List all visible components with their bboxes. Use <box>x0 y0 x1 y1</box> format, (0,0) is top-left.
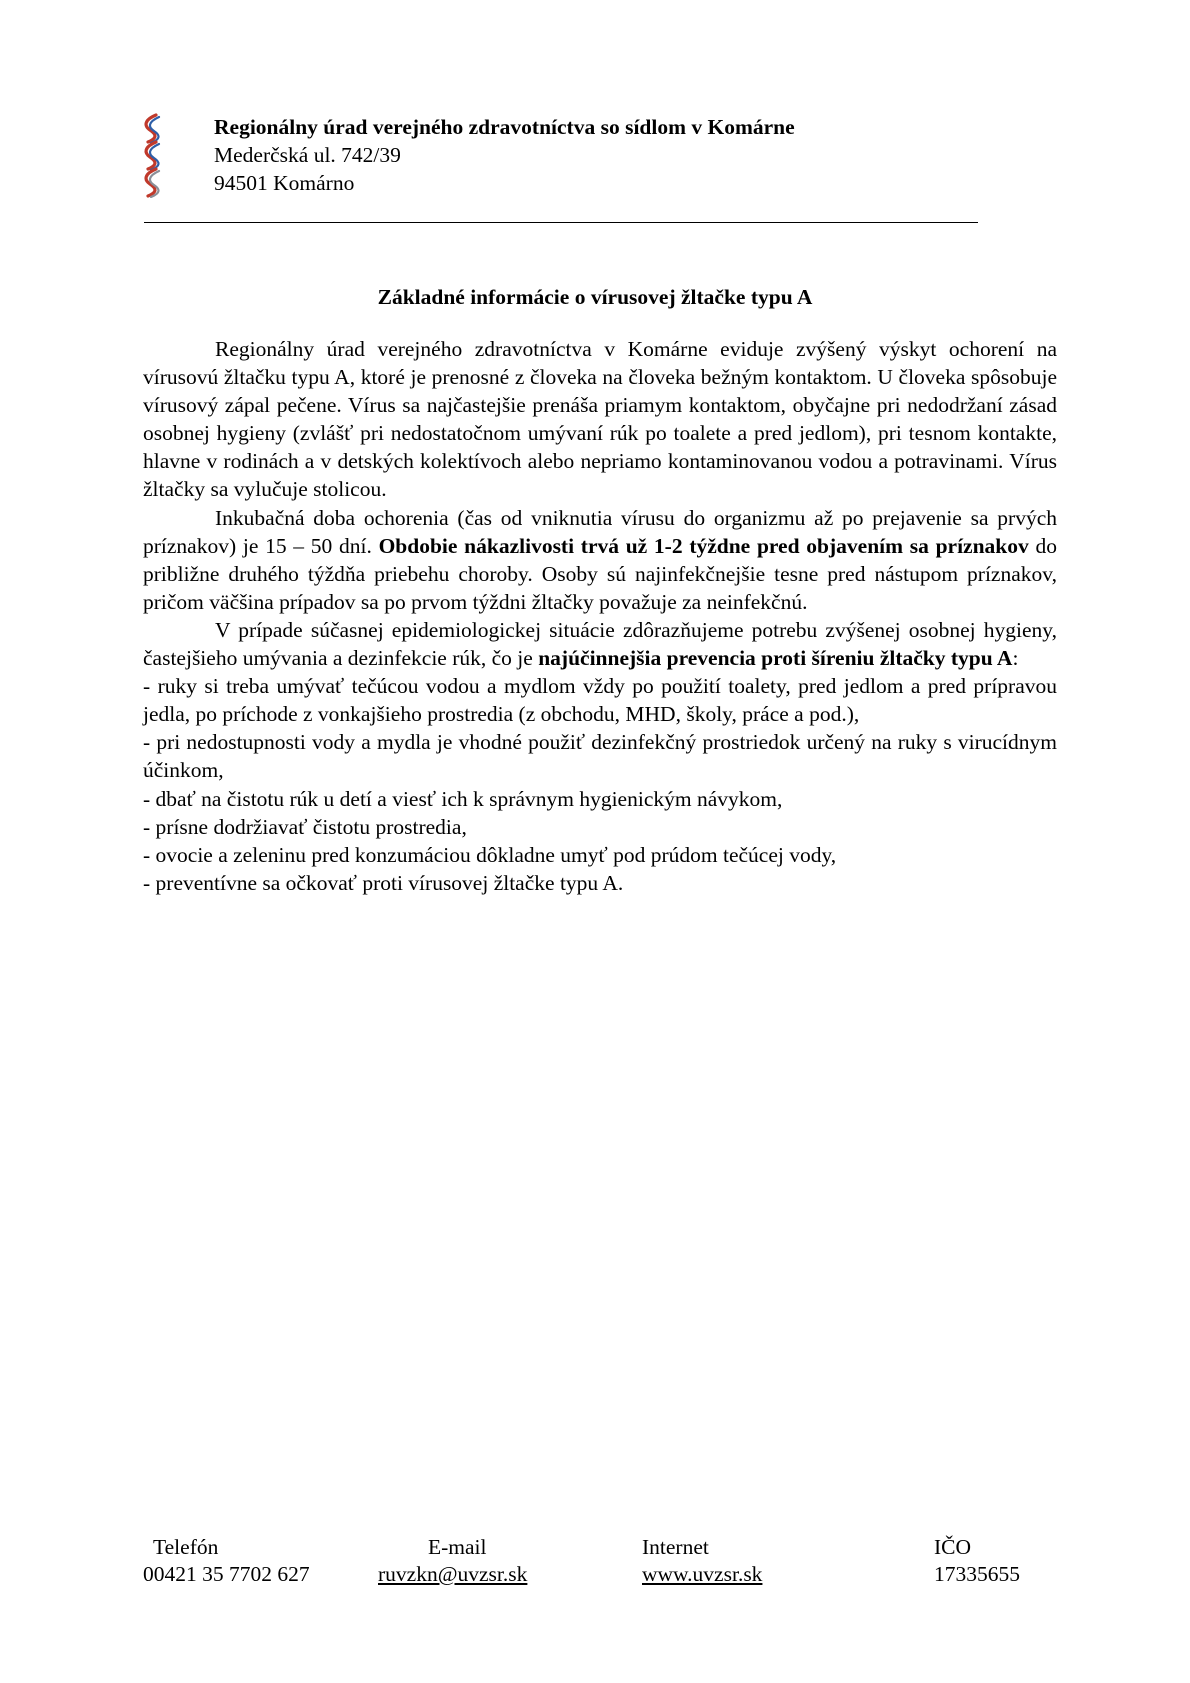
list-item: - pri nedostupnosti vody a mydla je vhodné použiť dezinfekčný prostriedok určený na ruky s virucídnym účinkom, <box>143 730 1057 783</box>
paragraph-incubation <box>143 504 1057 616</box>
bold-text: Obdobie nákazlivosti trvá už 1-2 týždne pred objavením sa príznakov <box>378 533 1029 558</box>
phone-value: 00421 35 7702 627 <box>143 1562 310 1586</box>
phone-label: Telefón <box>153 1535 219 1559</box>
text-run: V prípade súčasnej epidemiologickej situácie zdôrazňujeme potrebu zvýšenej osobnej hygieny, častejšieho umývania a dezinfekcie rúk, čo je <box>143 617 1057 671</box>
list-item: - prísne dodržiavať čistotu prostredia, <box>143 814 467 839</box>
internet-label: Internet <box>642 1535 709 1559</box>
organization-name: Regionálny úrad verejného zdravotníctva so sídlom v Komárne <box>214 115 795 139</box>
footer-ico <box>934 1534 1020 1588</box>
email-label: E-mail <box>428 1535 487 1559</box>
footer-phone <box>143 1534 310 1588</box>
list-item: - preventívne sa očkovať proti vírusovej žltačke typu A. <box>143 870 624 895</box>
paragraph-prevention <box>143 616 1057 672</box>
text-run: do približne druhého týždňa priebehu choroby. Osoby sú najinfekčnejšie tesne pred nástupom príznakov, pričom väčšina prípadov sa po prvom týždni žltačky považuje za neinfekčnú. <box>143 533 1058 614</box>
text-run: Inkubačná doba ochorenia (čas od vniknutia vírusu do organizmu až po prejavenie sa prvých príznakov) je 15 – 50 dní. <box>143 505 1057 558</box>
street-address: Mederčská ul. 742/39 <box>214 143 401 167</box>
email-link[interactable]: ruvzkn@uvzsr.sk <box>378 1562 528 1586</box>
ico-label: IČO <box>934 1535 972 1559</box>
website-link[interactable]: www.uvzsr.sk <box>642 1562 763 1586</box>
list-item: - ovocie a zeleninu pred konzumáciou dôkladne umyť pod prúdom tečúcej vody, <box>143 842 837 867</box>
logo-icon <box>140 112 166 198</box>
footer-internet <box>642 1534 762 1588</box>
list-item: - ruky si treba umývať tečúcou vodou a mydlom vždy po použití toalety, pred jedlom a pred prípravou jedla, po príchode z vonkajšieho prostredia (z obchodu, MHD, školy, práce a pod.), <box>143 674 1057 727</box>
ico-value: 17335655 <box>934 1562 1020 1586</box>
footer-email <box>378 1534 527 1588</box>
document-body <box>143 335 1057 897</box>
text-run: : <box>1012 646 1019 671</box>
letterhead <box>214 113 795 197</box>
list-item: - dbať na čistotu rúk u detí a viesť ich k správnym hygienickým návykom, <box>143 786 783 811</box>
header-divider <box>144 222 978 223</box>
city-address: 94501 Komárno <box>214 171 355 195</box>
paragraph-intro: Regionálny úrad verejného zdravotníctva v Komárne eviduje zvýšený výskyt ochorení na vírusovú žltačku typu A, ktoré je prenosné z človeka na človeka bežným kontaktom. U človeka spôsobuje vírusový zápal pečene. Vírus sa najčastejšie prenáša priamym kontaktom, obyčajne pri nedodržaní zásad osobnej hygieny (zvlášť pri nedostatočnom umývaní rúk po toalete a pred jedlom), pri tesnom kontakte, hlavne v rodinách a v detských kolektívoch alebo nepriamo kontaminovanou vodou a potravinami. Vírus žltačky sa vylučuje stolicou. <box>143 337 1057 502</box>
page-title: Základné informácie o vírusovej žltačke typu A <box>377 285 813 309</box>
bold-text: najúčinnejšia prevencia proti šíreniu žltačky typu A <box>538 646 1013 671</box>
